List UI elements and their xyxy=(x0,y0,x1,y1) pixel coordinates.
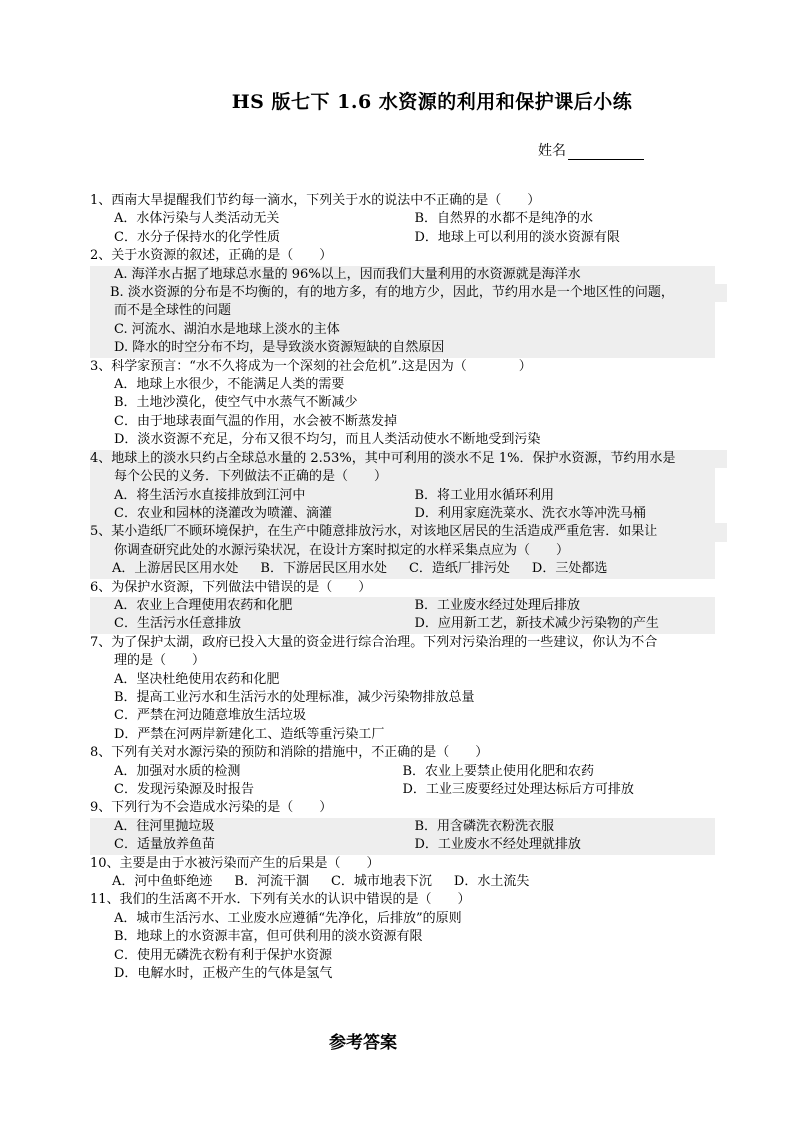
option-c: C．发现污染源及时报告 xyxy=(114,782,254,797)
question-3 xyxy=(90,358,715,450)
question-stem-continued: 每个公民的义务．下列做法不正确的是（ ） xyxy=(90,468,715,486)
option-c: C．严禁在河边随意堆放生活垃圾 xyxy=(114,708,306,724)
question-5 xyxy=(90,523,715,578)
option-a: A．地球上水很少，不能满足人类的需要 xyxy=(114,377,345,393)
question-stem: 11、我们的生活离不开水．下列有关水的认识中错误的是（ ） xyxy=(90,892,471,908)
question-stem: 9、下列行为不会造成水污染的是（ ） xyxy=(90,800,333,816)
option-b: B．下游居民区用水处 xyxy=(260,561,387,577)
question-stem-continued: 你调查研究此处的水源污染状况，在设计方案时拟定的水样采集点应为（ ） xyxy=(90,542,715,560)
option-a: A．河中鱼虾绝迹 xyxy=(112,874,213,890)
option-c: C. 河流水、湖泊水是地球上淡水的主体 xyxy=(90,321,715,339)
question-1 xyxy=(90,192,715,247)
option-d: D．工业三废要经过处理达标后方可排放 xyxy=(402,782,634,797)
option-row xyxy=(90,487,715,505)
option-b: B．地球上的水资源丰富，但可供利用的淡水资源有限 xyxy=(114,929,423,945)
option-a: A．城市生活污水、工业废水应遵循“先净化，后排放”的原则 xyxy=(114,910,462,926)
question-list xyxy=(90,192,715,983)
question-stem-continued: 理的是（ ） xyxy=(114,653,206,669)
option-row xyxy=(90,818,715,836)
question-2 xyxy=(90,247,715,357)
question-stem: 5、某小造纸厂不顾环境保护，在生产中随意排放污水，对该地区居民的生活造成严重危害．如果让 xyxy=(90,523,727,541)
option-row xyxy=(90,873,715,891)
option-d: D. 降水的时空分布不均，是导致淡水资源短缺的自然原因 xyxy=(90,339,715,357)
name-label: 姓名 xyxy=(538,143,566,159)
option-row xyxy=(90,781,715,799)
question-8 xyxy=(90,744,715,799)
option-d: D．电解水时，正极产生的气体是氢气 xyxy=(114,966,333,982)
answers-heading: 参考答案 xyxy=(329,1033,397,1053)
option-c: C．造纸厂排污处 xyxy=(408,561,510,577)
option-row xyxy=(90,229,715,247)
option-b: B．土地沙漠化，使空气中水蒸气不断减少 xyxy=(114,395,358,411)
question-stem: 3、科学家预言：“水不久将成为一个深刻的社会危机”.这是因为（ ） xyxy=(90,358,532,374)
option-d: D．三处都选 xyxy=(531,561,608,577)
question-9 xyxy=(90,799,715,854)
question-7 xyxy=(90,634,715,744)
option-a: A．农业上合理使用农药和化肥 xyxy=(114,597,293,613)
question-stem: 10、主要是由于水被污染而产生的后果是（ ） xyxy=(90,855,380,871)
option-c: C．由于地球表面气温的作用，水会被不断蒸发掉 xyxy=(114,413,397,429)
option-d: D．淡水资源不充足，分布又很不均匀，而且人类活动使水不断地受到污染 xyxy=(114,432,541,448)
question-6 xyxy=(90,579,715,634)
option-a: A．将生活污水直接排放到江河中 xyxy=(114,487,306,503)
option-b: B．河流干涸 xyxy=(234,874,309,890)
option-d: D．严禁在河两岸新建化工、造纸等重污染工厂 xyxy=(114,726,385,742)
option-b-continued: 而不是全球性的问题 xyxy=(90,302,715,320)
option-b: B．工业废水经过处理后排放 xyxy=(414,597,581,613)
option-d: D．水土流失 xyxy=(453,874,530,890)
option-row xyxy=(90,597,715,615)
option-d: D．应用新工艺，新技术减少污染物的产生 xyxy=(414,616,659,632)
option-c: C．使用无磷洗衣粉有利于保护水资源 xyxy=(114,947,332,963)
option-c: C．适量放养鱼苗 xyxy=(114,837,215,853)
option-b: B．自然界的水都不是纯净的水 xyxy=(414,211,594,227)
option-a: A．上游居民区用水处 xyxy=(112,561,239,577)
question-10 xyxy=(90,855,715,892)
option-a: A．水体污染与人类活动无关 xyxy=(114,211,280,227)
option-c: C．城市地表下沉 xyxy=(330,874,432,890)
question-11 xyxy=(90,891,715,983)
option-a: A．加强对水质的检测 xyxy=(114,763,241,779)
option-c: C．水分子保持水的化学性质 xyxy=(114,229,280,245)
option-b: B．用含磷洗衣粉洗衣服 xyxy=(414,818,555,834)
page-title: HS 版七下 1.6 水资源的利用和保护课后小练 xyxy=(231,91,633,113)
question-stem: 4、地球上的淡水只约占全球总水量的 2.53%，其中可利用的淡水不足 1%．保护水资源，节约用水是 xyxy=(90,450,727,468)
option-b: B．农业上要禁止使用化肥和农药 xyxy=(402,763,595,779)
option-row xyxy=(90,505,715,523)
option-b: B．将工业用水循环利用 xyxy=(414,487,555,503)
option-c: C．农业和园林的浇灌改为喷灌、滴灌 xyxy=(114,505,332,521)
option-row xyxy=(90,763,715,781)
option-row xyxy=(90,836,715,854)
name-field xyxy=(538,140,644,160)
option-row xyxy=(90,560,715,578)
question-stem: 7、为了保护太湖，政府已投入大量的资金进行综合治理。下列对污染治理的一些建议，你认为不合 xyxy=(90,634,658,650)
option-a: A．往河里抛垃圾 xyxy=(114,818,215,834)
option-a: A. 海洋水占据了地球总水量的 96%以上，因而我们大量利用的水资源就是海洋水 xyxy=(90,266,715,284)
question-stem: 8、下列有关对水源污染的预防和消除的措施中，不正确的是（ ） xyxy=(90,745,489,761)
question-stem: 1、西南大旱提醒我们节约每一滴水，下列关于水的说法中不正确的是（ ） xyxy=(90,193,541,208)
option-row xyxy=(90,615,715,633)
option-b: B．提高工业污水和生活污水的处理标准，减少污染物排放总量 xyxy=(114,689,475,705)
option-d: D．地球上可以利用的淡水资源有限 xyxy=(414,229,620,245)
option-c: C．生活污水任意排放 xyxy=(114,616,241,632)
option-d: D．利用家庭洗菜水、洗衣水等冲洗马桶 xyxy=(414,505,646,521)
option-row xyxy=(90,210,715,228)
question-4 xyxy=(90,450,715,524)
option-a: A．坚决杜绝使用农药和化肥 xyxy=(114,671,280,687)
option-b: B. 淡水资源的分布是不均衡的，有的地方多，有的地方少，因此，节约用水是一个地区性的问题， xyxy=(90,284,727,302)
option-d: D．工业废水不经处理就排放 xyxy=(414,837,581,853)
name-blank-line xyxy=(568,145,644,160)
question-stem: 6、为保护水资源，下列做法中错误的是（ ） xyxy=(90,579,372,595)
question-stem: 2、关于水资源的叙述，正确的是（ ） xyxy=(90,248,333,264)
